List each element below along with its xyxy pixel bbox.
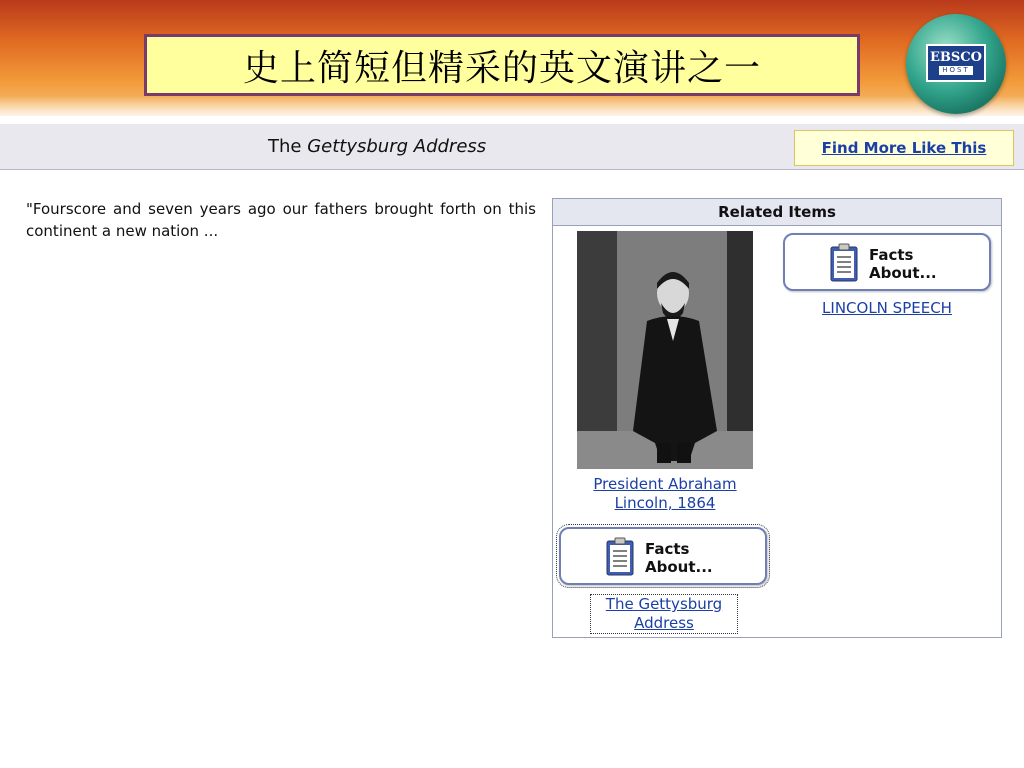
- page-title: [268, 136, 486, 157]
- facts-label-line1: Facts: [869, 246, 914, 264]
- banner-fade: [0, 96, 1024, 120]
- page-title-italic: Gettysburg Address: [307, 136, 487, 157]
- speech-text-column: "Fourscore and seven years ago our fathers brought forth on this continent a new nation ...: [26, 200, 536, 241]
- logo-text-bottom: HOST: [939, 66, 973, 75]
- related-items-panel: [552, 198, 1002, 638]
- facts-label: [645, 540, 713, 576]
- clipboard-icon: [605, 537, 635, 577]
- find-more-like-this-link[interactable]: Find More Like This: [794, 130, 1014, 166]
- facts-label-line2: About...: [869, 264, 937, 282]
- facts-label: [869, 246, 937, 282]
- ebsco-host-logo: [906, 14, 1006, 114]
- lincoln-portrait-photo[interactable]: [577, 231, 753, 469]
- lincoln-speech-link[interactable]: LINCOLN SPEECH: [822, 299, 952, 317]
- facts-label-line1: Facts: [645, 540, 690, 558]
- logo-text-top: EBSCO: [930, 50, 982, 65]
- clipboard-icon: [829, 243, 859, 283]
- facts-about-button-lincoln-speech[interactable]: [783, 233, 991, 291]
- gettysburg-address-link[interactable]: The Gettysburg Address: [591, 595, 737, 633]
- facts-label-line2: About...: [645, 558, 713, 576]
- portrait-photo-icon: [577, 231, 753, 469]
- facts-about-button-gettysburg-address[interactable]: [559, 527, 767, 585]
- photo-caption-link[interactable]: President Abraham Lincoln, 1864: [593, 475, 737, 512]
- logo-badge: [926, 44, 986, 82]
- page-title-prefix: The: [268, 136, 308, 157]
- related-items-heading: Related Items: [553, 199, 1001, 226]
- slide-title: 史上简短但精采的英文演讲之一: [144, 34, 860, 96]
